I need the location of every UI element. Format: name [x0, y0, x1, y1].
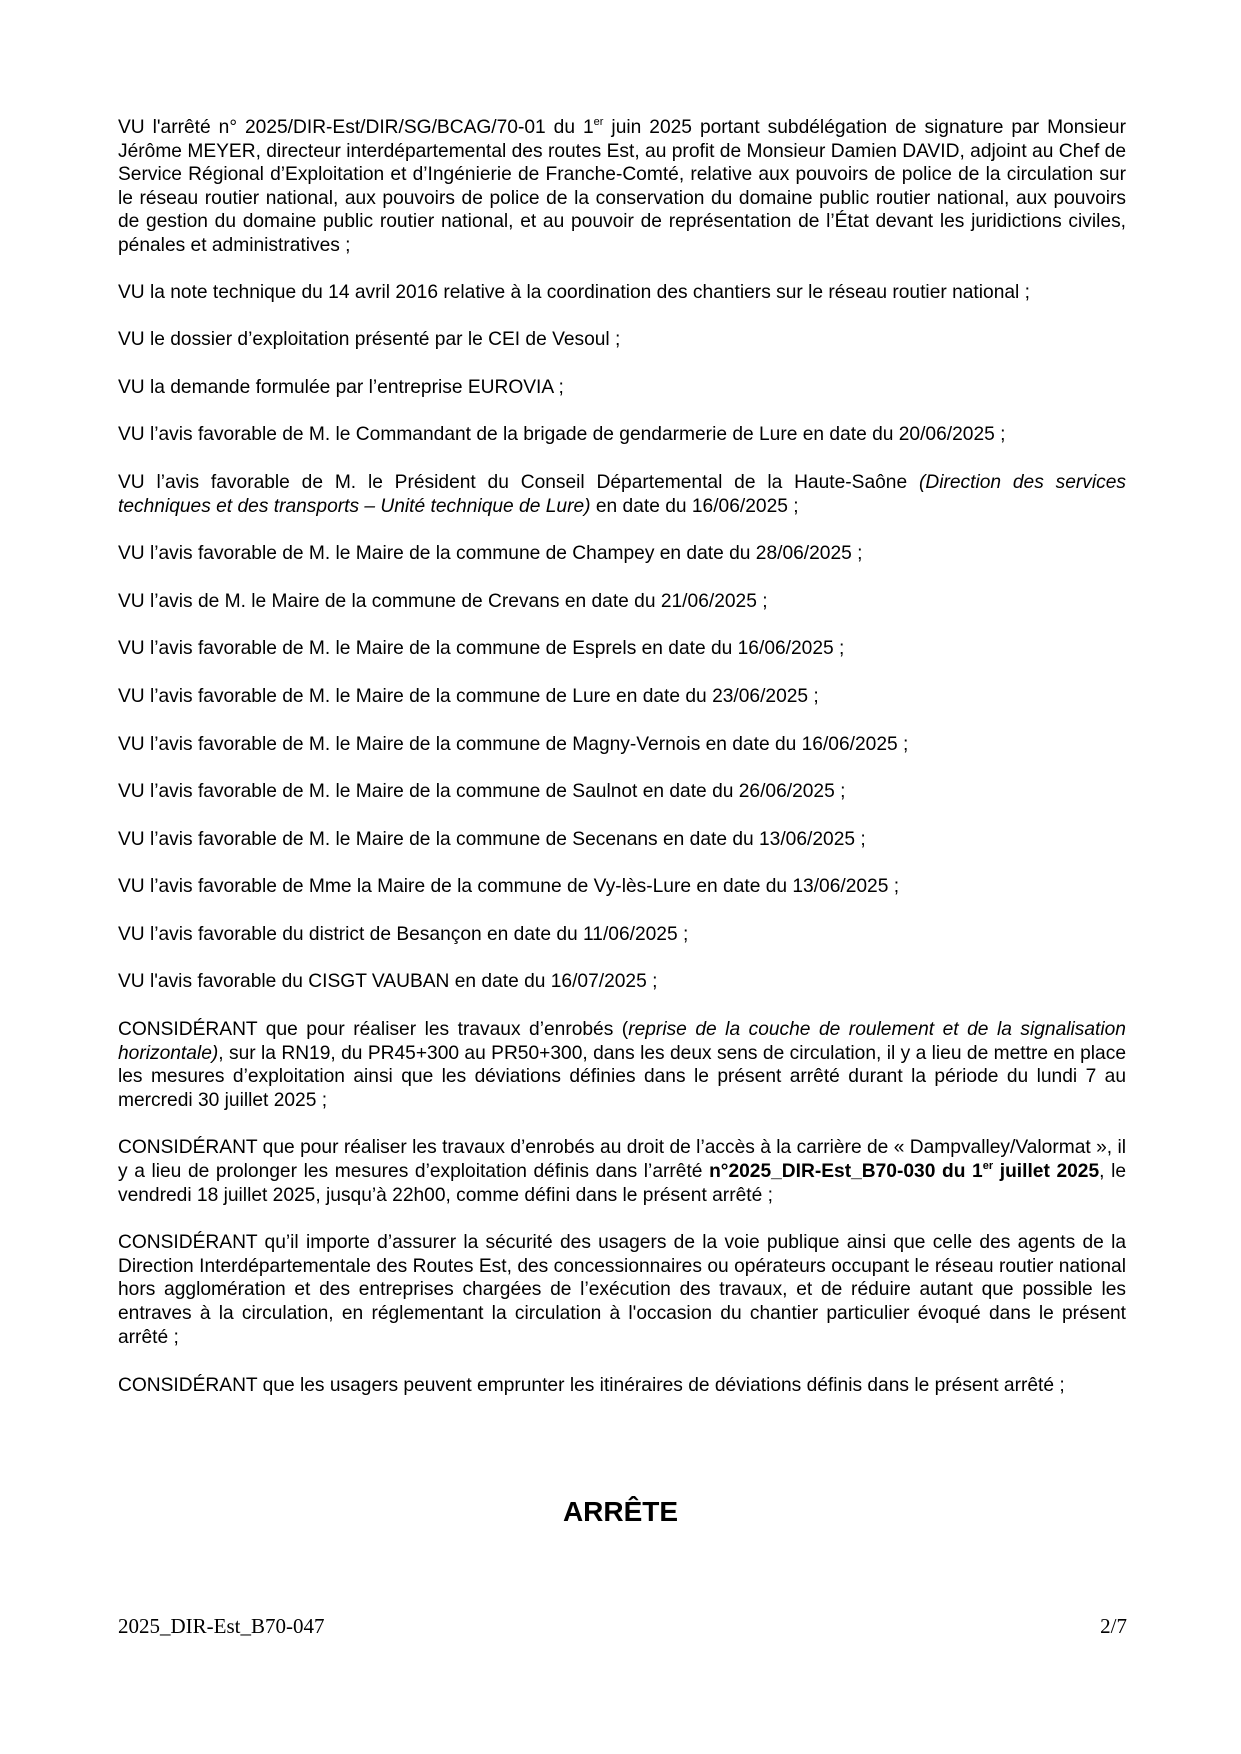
vu-demande-entreprise: VU la demande formulée par l’entreprise EUROVIA ;: [118, 376, 564, 398]
vu-avis-cisgt-vauban: VU l'avis favorable du CISGT VAUBAN en date du 16/07/2025 ;: [118, 971, 658, 993]
vu-avis-gendarmerie: VU l’avis favorable de M. le Commandant de la brigade de gendarmerie de Lure en date du 20/06/2025 ;: [118, 424, 1006, 446]
vu-avis-esprels: VU l’avis favorable de M. le Maire de la commune de Esprels en date du 16/06/2025 ;: [118, 638, 845, 660]
vu-avis-magny-vernois: VU l’avis favorable de M. le Maire de la commune de Magny-Vernois en date du 16/06/2025 ;: [118, 733, 909, 755]
vu-avis-saulnot: VU l’avis favorable de M. le Maire de la commune de Saulnot en date du 26/06/2025 ;: [118, 781, 846, 803]
considerant-prolongation-mesures: CONSIDÉRANT que pour réaliser les travaux d’enrobés au droit de l’accès à la carrière de « Dampvalley/Valormat », il y a lieu de prolonger les mesures d’exploitation définis dans l’arrêté n°2025_DIR-Est_B70-030 du 1er juillet 2025, le vendredi 18 juillet 2025, jusqu’à 22h00, comme défini dans le présent arrêté ;: [118, 1137, 1127, 1206]
footer-reference: 2025_DIR-Est_B70-047: [118, 1614, 325, 1638]
considerant-itineraires-deviation: CONSIDÉRANT que les usagers peuvent emprunter les itinéraires de déviations définis dans le présent arrêté ;: [118, 1375, 1065, 1397]
vu-avis-secenans: VU l’avis favorable de M. le Maire de la commune de Secenans en date du 13/06/2025 ;: [118, 828, 866, 850]
page-title: ARRÊTE: [562, 1496, 679, 1527]
considerant-securite-usagers: CONSIDÉRANT qu’il importe d’assurer la sécurité des usagers de la voie publique ainsi que celle des agents de la Direction Interdépartementale des Routes Est, des concessionnaires ou opérateurs occupant le réseau routier national hors agglomération et des entreprises chargées de l’exécution des travaux, et de réduire autant que possible les entraves à la circulation, en réglementant la circulation à l'occasion du chantier particulier évoqué dans le présent arrêté ;: [118, 1232, 1126, 1348]
vu-avis-lure: VU l’avis favorable de M. le Maire de la commune de Lure en date du 23/06/2025 ;: [118, 685, 819, 707]
vu-avis-crevans: VU l’avis de M. le Maire de la commune de Crevans en date du 21/06/2025 ;: [118, 590, 768, 612]
considerant-travaux-enrobes: CONSIDÉRANT que pour réaliser les travaux d’enrobés (reprise de la couche de roulement et de la signalisation horizontale), sur la RN19, du PR45+300 au PR50+300, dans les deux sens de circulation, il y a lieu de mettre en place les mesures d’exploitation ainsi que les déviations définies dans le présent arrêté durant la période du lundi 7 au mercredi 30 juillet 2025 ;: [118, 1019, 1126, 1111]
vu-avis-vy-les-lure: VU l’avis favorable de Mme la Maire de la commune de Vy-lès-Lure en date du 13/06/2025 ;: [118, 876, 900, 898]
vu-note-technique: VU la note technique du 14 avril 2016 relative à la coordination des chantiers sur le réseau routier national ;: [118, 281, 1030, 303]
footer-page-number: 2/7: [1100, 1614, 1127, 1638]
vu-avis-champey: VU l’avis favorable de M. le Maire de la commune de Champey en date du 28/06/2025 ;: [118, 543, 863, 565]
vu-arrete-subdelegation: VU l'arrêté n° 2025/DIR-Est/DIR/SG/BCAG/70-01 du 1er juin 2025 portant subdélégation de signature par Monsieur Jérôme MEYER, directeur interdépartemental des routes Est, au profit de Monsieur Damien DAVID, adjoint au Chef de Service Régional d’Exploitation et d’Ingénierie de Franche-Comté, relative aux pouvoirs de police de la circulation sur le réseau routier national, aux pouvoirs de police de la conservation du domaine public routier national, aux pouvoirs de gestion du domaine public routier national, et au pouvoir de représentation de l’État devant les juridictions civiles, pénales et administratives ;: [118, 115, 1126, 256]
vu-avis-district-besancon: VU l’avis favorable du district de Besançon en date du 11/06/2025 ;: [118, 923, 689, 945]
document-body: [118, 116, 1126, 1422]
vu-avis-conseil-departemental: VU l’avis favorable de M. le Président du Conseil Départemental de la Haute-Saône (Direction des services techniques et des transports – Unité technique de Lure) en date du 16/06/2025 ;: [118, 471, 1126, 517]
vu-dossier-exploitation: VU le dossier d’exploitation présenté par le CEI de Vesoul ;: [118, 329, 621, 351]
